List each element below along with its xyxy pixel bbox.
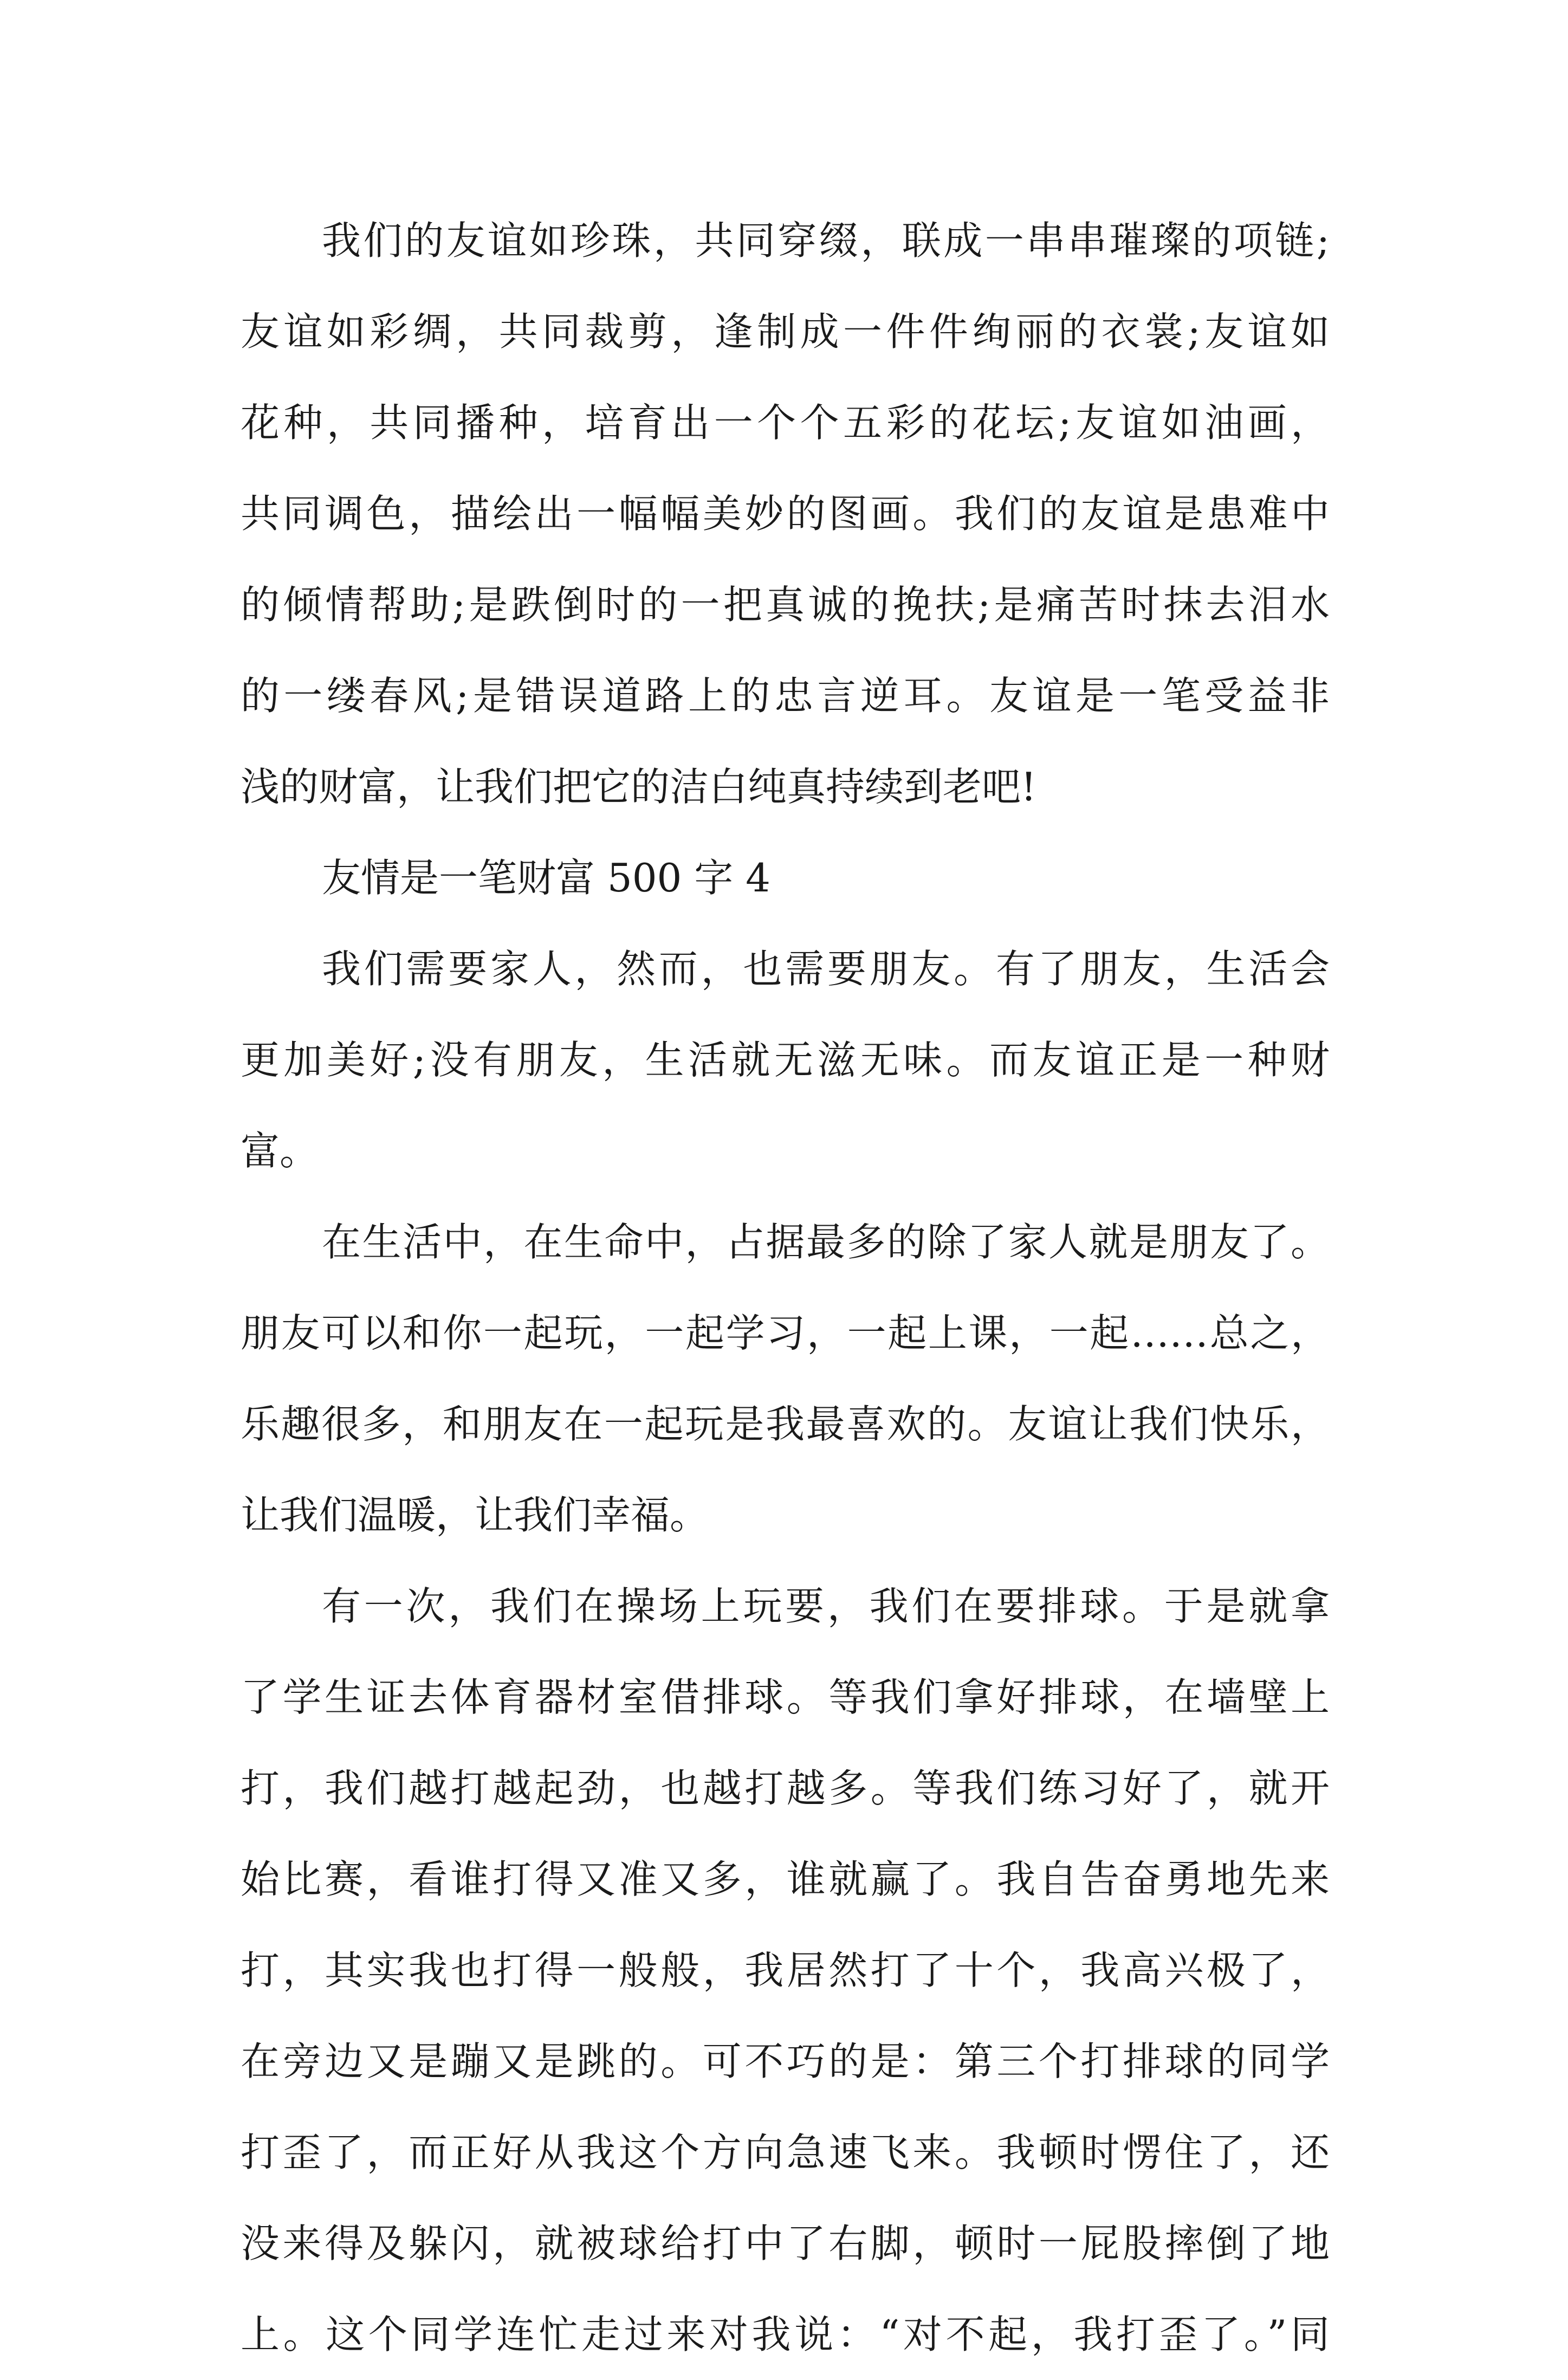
paragraph-friendship-pearl [241, 195, 1330, 832]
text-line: 的一缕春风;是错误道路上的忠言逆耳。友谊是一笔受益非 [241, 673, 1330, 719]
text-line: 上。这个同学连忙走过来对我说：“对不起，我打歪了。”同 [241, 2312, 1330, 2357]
text-line: 在生活中，在生命中，占据最多的除了家人就是朋友了。 [322, 1219, 1330, 1265]
text-line: 打，其实我也打得一般般，我居然打了十个，我高兴极了， [241, 1948, 1330, 1993]
text-line: 更加美好;没有朋友，生活就无滋无味。而友谊正是一种财 [241, 1037, 1330, 1083]
text-line: 始比赛，看谁打得又准又多，谁就赢了。我自告奋勇地先来 [241, 1857, 1330, 1902]
text-line: 的倾情帮助;是跌倒时的一把真诚的挽扶;是痛苦时抹去泪水 [241, 582, 1330, 628]
text-line: 我们需要家人，然而，也需要朋友。有了朋友，生活会 [322, 946, 1330, 992]
text-line: 在旁边又是蹦又是跳的。可不巧的是：第三个打排球的同学 [241, 2039, 1330, 2084]
text-line: 有一次，我们在操场上玩要，我们在要排球。于是就拿 [322, 1583, 1330, 1629]
text-line: 了学生证去体育器材室借排球。等我们拿好排球，在墙壁上 [241, 1674, 1330, 1720]
text-line: 让我们温暖，让我们幸福。 [241, 1492, 709, 1538]
text-line: 富。 [241, 1128, 319, 1174]
paragraph-volleyball-story [241, 1561, 1330, 2380]
paragraph-need-friends [241, 923, 1330, 1197]
text-line: 我们的友谊如珍珠，共同穿缀，联成一串串璀璨的项链; [322, 218, 1330, 263]
text-line: 打，我们越打越起劲，也越打越多。等我们练习好了，就开 [241, 1765, 1330, 1811]
text-line: 花种，共同播种，培育出一个个五彩的花坛;友谊如油画， [241, 400, 1330, 445]
section-heading: 友情是一笔财富 500 字 4 [322, 855, 770, 901]
text-line: 打歪了，而正好从我这个方向急速飞来。我顿时愣住了，还 [241, 2130, 1330, 2175]
text-line: 共同调色，描绘出一幅幅美妙的图画。我们的友谊是患难中 [241, 491, 1330, 536]
document-body [241, 195, 1330, 2380]
text-line: 没来得及躲闪，就被球给打中了右脚，顿时一屁股摔倒了地 [241, 2221, 1330, 2266]
paragraph-life-friends [241, 1197, 1330, 1561]
text-line: 友谊如彩绸，共同裁剪，逢制成一件件绚丽的衣裳;友谊如 [241, 309, 1330, 354]
text-line: 浅的财富，让我们把它的洁白纯真持续到老吧! [241, 764, 1036, 810]
text-line: 乐趣很多，和朋友在一起玩是我最喜欢的。友谊让我们快乐， [241, 1401, 1330, 1447]
text-line: 朋友可以和你一起玩，一起学习，一起上课，一起……总之， [241, 1310, 1330, 1356]
